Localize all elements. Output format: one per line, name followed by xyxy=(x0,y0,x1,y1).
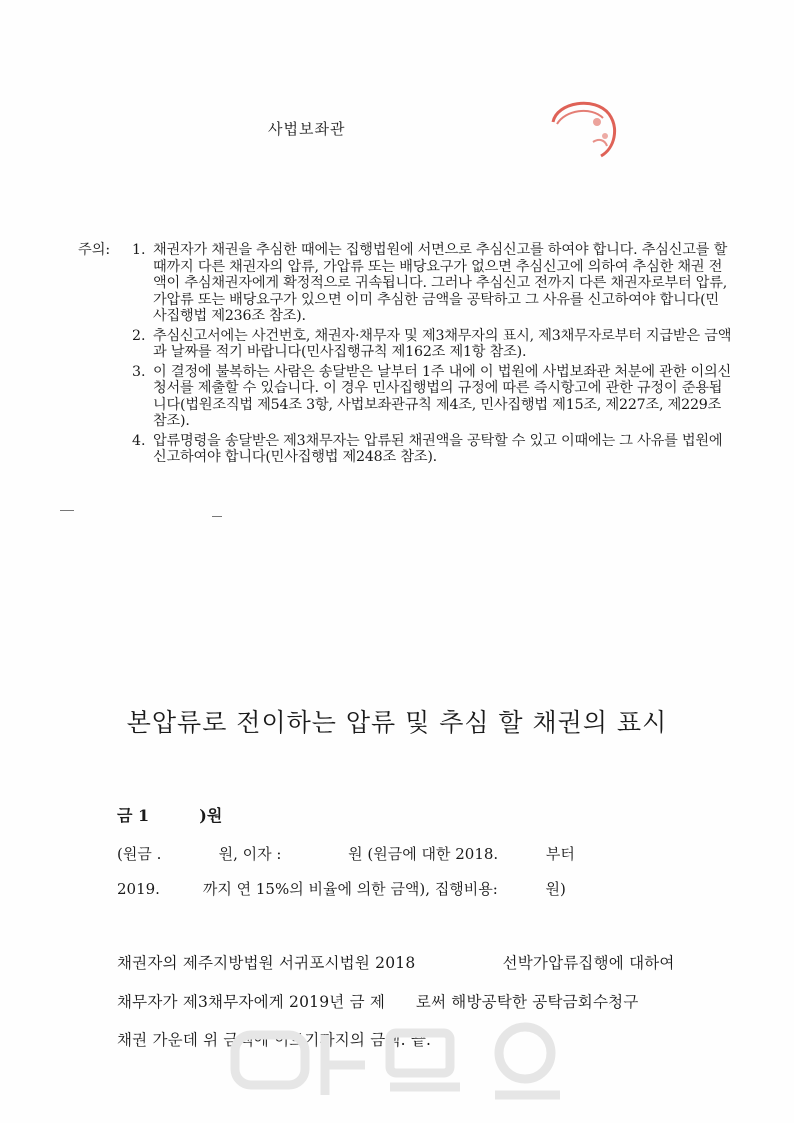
claim-description-line: 채권 가운데 위 금액에 이르기까지의 금액. 끝. xyxy=(117,1031,432,1049)
section-title: 본압류로 전이하는 압류 및 추심 할 채권의 표시 xyxy=(126,708,668,737)
notice-item-number: 1. xyxy=(132,242,146,258)
notice-label: 주의: xyxy=(78,242,111,258)
faded-watermark xyxy=(215,1015,595,1115)
notice-item-text: 압류명령을 송달받은 제3채무자는 압류된 채권액을 공탁할 수 있고 이때에는 그 사유를 법원에 신고하여야 합니다(민사집행법 제248조 참조). xyxy=(153,432,723,465)
amount-detail-line: (원금 . 원, 이자 : 원 (원금에 대한 2018. 부터 xyxy=(117,845,575,863)
notice-item-text: 추심신고서에는 사건번호, 채권자·채무자 및 제3채무자의 표시, 제3채무자로부터 지급받은 금액과 날짜를 적기 바랍니다(민사집행규칙 제162조 제1항 참조). xyxy=(153,327,732,360)
notice-item-text: 이 결정에 불복하는 사람은 송달받은 날부터 1주 내에 이 법원에 사법보좌관 처분에 관한 이의신청서를 제출할 수 있습니다. 이 경우 민사집행법의 규정에 따른 즉시항고에 관한 규정이 준용됩니다(법원조직법 제54조 3항, 사법보좌관규칙 제4조, 민사집행법 제15조, 제227조, 제229조 참조). xyxy=(153,363,732,429)
notice-item-text: 채권자가 채권을 추심한 때에는 집행법원에 서면으로 추심신고를 하여야 합니다. 추심신고를 할 때까지 다른 채권자의 압류, 가압류 또는 배당요구가 없으면 추심신고에 의하여 추심한 채권 전액이 추심채권자에게 확정적으로 귀속됩니다. 그러나 추심신고 전까지 다른 채권자로부터 압류, 가압류 또는 배당요구가 있으면 이미 추심한 금액을 공탁하고 그 사유를 신고하여야 합니다(민사집행법 제236조 참조). xyxy=(153,242,728,324)
notice-item xyxy=(132,433,732,466)
notice-item xyxy=(132,364,732,430)
claim-description-line: 채권자의 제주지방법원 서귀포시법원 2018 선박가압류집행에 대하여 xyxy=(117,954,675,972)
scan-artifact-line xyxy=(212,516,222,517)
judicial-officer-title: 사법보좌관 xyxy=(268,120,346,138)
amount-line: 금 1 )원 xyxy=(117,806,223,825)
notice-item-number: 2. xyxy=(132,327,146,344)
official-seal-stamp xyxy=(535,92,621,172)
amount-detail-line: 2019. 까지 연 15%의 비율에 의한 금액), 집행비용: 원) xyxy=(117,880,566,898)
notice-list xyxy=(132,242,732,469)
scan-artifact-line xyxy=(60,510,74,511)
notice-item xyxy=(132,242,732,325)
claim-description-line: 채무자가 제3채무자에게 2019년 금 제 로써 해방공탁한 공탁금회수청구 xyxy=(117,993,639,1011)
notice-item-number: 4. xyxy=(132,432,146,449)
notice-item-number: 3. xyxy=(132,363,146,380)
notice-item xyxy=(132,328,732,361)
